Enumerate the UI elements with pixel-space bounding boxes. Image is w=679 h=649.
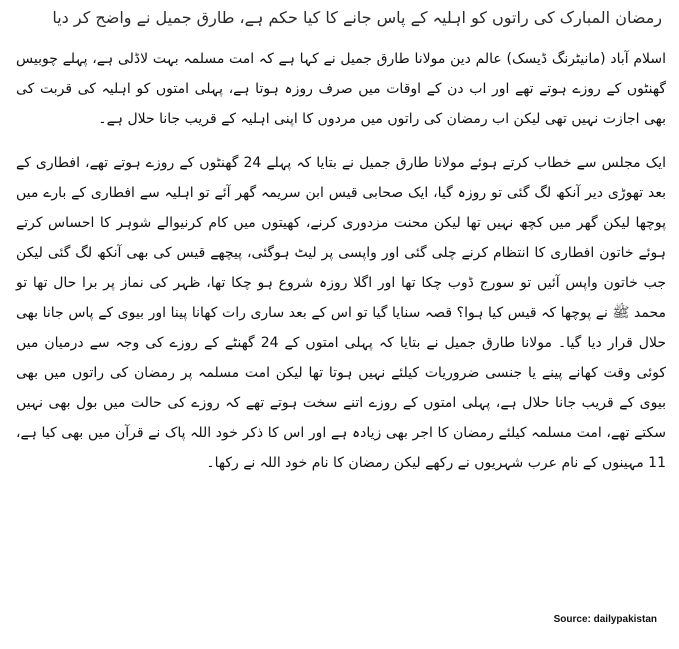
article [16,4,666,492]
article-headline: رمضان المبارک کی راتوں کو اہلیہ کے پاس جانے کا کیا حکم ہے، طارق جمیل نے واضح کر دیا [52,8,662,27]
article-paragraph-2: ایک مجلس سے خطاب کرتے ہوئے مولانا طارق جمیل نے بتایا کہ پہلے 24 گھنٹوں کے روزے ہوتے تھے، افطاری کے بعد تھوڑی دیر آنکھ لگ گئی تو روزہ گیا، ایک صحابی قیس ابن سریمہ گھر آئے تو اہلیہ سے افطاری کے بارے میں پوچھا لیکن گھر میں کچھ نہیں تھا لیکن محنت مزدوری کرنے، کھیتوں میں کام کرنیوالے شوہر کا احساس کرتے ہوئے خاتون افطاری کا انتظام کرنے چلی گئی اور واپسی پر لیٹ ہوگئی، پیچھے قیس کی بھی آنکھ لگ گئی لیکن جب خاتون واپس آئیں تو سورج ڈوب چکا تھا اور اگلا روزہ شروع ہو چکا تھا، ظہر کی نماز پر برا حال تھا تو محمد ﷺ نے پوچھا کہ قیس کیا ہوا؟ قصہ سنایا گیا تو اس کے بعد ساری رات کھانا پینا اور بیوی کے پاس جانا بھی حلال قرار دیا گیا۔ مولانا طارق جمیل نے بتایا کہ پہلی امتوں کے 24 گھنٹے کے روزے کی وجہ سے درمیان میں کوئی وقت کھانے پینے یا جنسی ضروریات کیلئے نہیں ہوتا تھا لیکن امت مسلمہ پر رمضان کی راتوں میں بھی بیوی کے قریب جانا حلال ہے، پہلی امتوں کے روزے اتنے سخت ہوتے تھے کہ روزے کی حالت میں بول بھی نہیں سکتے تھے، امت مسلمہ کیلئے رمضان کا اجر بھی زیادہ ہے اور اس کا ذکر خود اللہ پاک نے قرآن میں بھی کیا ہے، 11 مہینوں کے نام عرب شہریوں نے رکھے لیکن رمضان کا نام خود اللہ نے رکھا۔ [16,155,666,471]
article-paragraph-1: اسلام آباد (مانیٹرنگ ڈیسک) عالم دین مولانا طارق جمیل نے کہا ہے کہ امت مسلمہ بہت لاڈلی ہے، پہلے چوبیس گھنٹوں کے روزے ہوتے تھے اور اب دن کے اوقات میں صرف روزہ ہوتا ہے، پہلی امتوں کو اہلیہ کی قربت کی بھی اجازت نہیں تھی لیکن اب رمضان کی راتوں میں مردوں کا اپنی اہلیہ کے قریب جانا حلال ہے۔ [16,51,666,127]
source-credit: Source: dailypakistan [553,614,657,625]
